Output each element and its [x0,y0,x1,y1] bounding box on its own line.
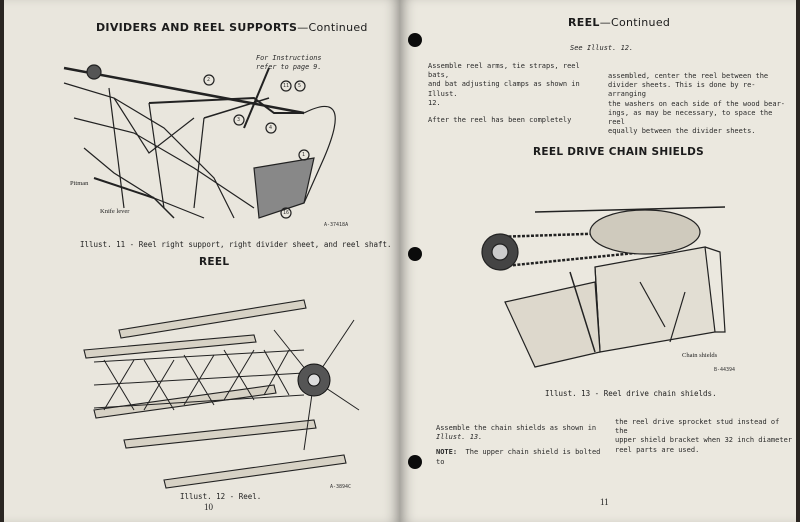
right-page-title [568,16,670,29]
col1-after: After the reel has been completely [428,116,572,125]
col1-line-3: 12. [428,98,441,107]
right-title-suffix: —Continued [599,16,671,29]
bottom-col1-line-1: Assemble the chain shields as shown in [436,424,597,432]
binder-hole-bottom [408,455,422,469]
caption-illust-11: Illust. 11 - Reel right support, right divider sheet, and reel shaft. [80,240,392,249]
left-title-suffix: —Continued [297,21,368,34]
callout-16: 16 [283,210,290,216]
label-chain-shields: Chain shields [682,352,718,359]
label-pitman: Pitman [70,180,89,187]
col2-line-3: the washers on each side of the wood bear- [608,99,786,108]
callout-3: 3 [237,117,241,123]
bottom-col2-line-3: reel parts are used. [615,445,700,454]
chain-shield-text-col1 [436,424,611,467]
section-title-chain-shields: REEL DRIVE CHAIN SHIELDS [533,146,705,158]
right-title-text: REEL [568,16,600,29]
callout-1: 1 [302,152,306,158]
label-knife-lever: Knife lever [100,208,130,215]
col2-line-5: equally between the divider sheets. [608,127,756,136]
ref-code-illust-11: A-37418A [324,222,349,228]
right-page [400,0,796,522]
left-page [4,0,400,522]
caption-illust-13: Illust. 13 - Reel drive chain shields. [545,389,717,398]
caption-illust-12: Illust. 12 - Reel. [180,492,262,501]
callout-11: 11 [283,83,290,89]
col1-line-1: Assemble reel arms, tie straps, reel bats, [428,62,580,80]
bottom-col2-line-1: the reel drive sprocket stud instead of the [615,418,780,436]
see-illust-12: See Illust. 12. [570,44,634,52]
reel-text-col1 [428,62,603,125]
note-text: The upper chain shield is bolted to [436,448,601,466]
ref-code-illust-12: A-3894C [330,484,352,490]
illustration-12 [74,290,364,500]
section-title-reel: REEL [199,256,230,268]
binder-hole-top [408,33,422,47]
note-label: NOTE: [436,448,458,457]
callout-5: 5 [298,83,302,89]
page-number-right: 11 [600,497,609,507]
col2-line-2: divider sheets. This is done by re-arranging [608,81,756,99]
left-page-title [96,21,368,34]
callout-2: 2 [207,77,211,83]
page-number-left: 10 [204,502,213,512]
binder-hole-middle [408,247,422,261]
illustration-11 [54,58,354,233]
ref-code-illust-13: B-44394 [714,367,736,373]
col2-line-4: ings, as may be necessary, to space the reel [608,108,773,127]
bottom-col1-line-2: Illust. 13. [436,433,483,442]
chain-shield-text-col2 [615,418,795,455]
col1-line-2: and bat adjusting clamps as shown in Illust. [428,80,580,98]
callout-4: 4 [269,125,273,131]
left-title-text: DIVIDERS AND REEL SUPPORTS [96,21,298,34]
reel-text-col2 [608,72,788,136]
instruction-note-line2: refer to page 9. [256,63,322,72]
col2-line-1: assembled, center the reel between the [608,72,769,80]
bottom-col2-line-2: upper shield bracket when 32 inch diameter [615,436,793,445]
instruction-note-line1: For Instructions [256,54,322,62]
